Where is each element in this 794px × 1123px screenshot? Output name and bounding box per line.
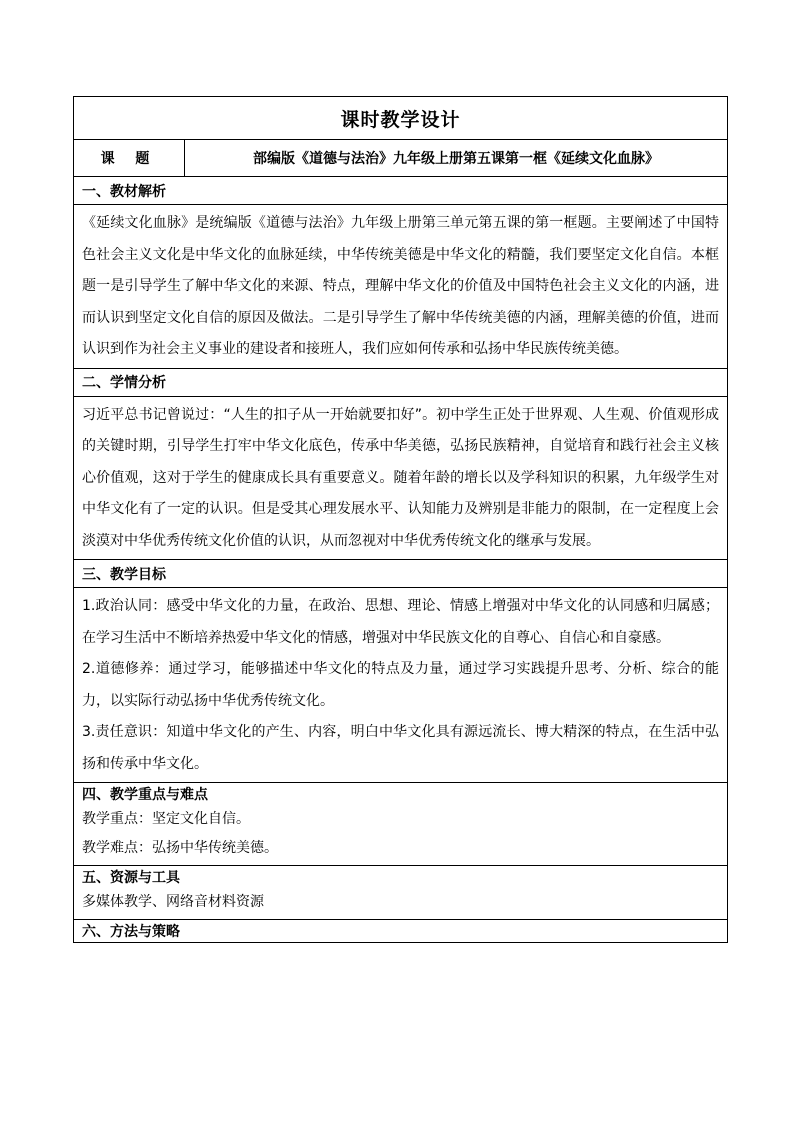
- section-resources: [74, 866, 727, 920]
- section-heading: 二、学情分析: [74, 369, 727, 397]
- objective-responsibility: 3.责任意识：知道中华文化的产生、内容，明白中华文化具有源远流长、博大精深的特点，在生活中弘扬和传承中华文化。: [82, 724, 719, 772]
- section-learner-analysis: [74, 369, 727, 561]
- section-key-points: [74, 783, 727, 866]
- section-body: [74, 205, 727, 368]
- section-teaching-objectives: [74, 560, 727, 783]
- objective-political-identity: 1.政治认同：感受中华文化的力量，在政治、思想、理论、情感上增强对中华文化的认同感和归属感；在学习生活中不断培养热爱中华文化的情感，增强对中华民族文化的自尊心、自信心和自豪感。: [82, 598, 719, 646]
- difficult-point: 教学难点：弘扬中华传统美德。: [82, 840, 278, 856]
- course-value: 部编版《道德与法治》九年级上册第五课第一框《延续文化血脉》: [253, 151, 659, 167]
- section-methods: [74, 920, 727, 942]
- section-body: [74, 397, 727, 560]
- section-heading: 五、资源与工具: [82, 870, 180, 886]
- section-heading: 四、教学重点与难点: [82, 787, 208, 803]
- course-label: 课 题: [74, 140, 185, 176]
- section-heading: 六、方法与策略: [82, 924, 180, 940]
- lesson-plan-table: [73, 96, 728, 943]
- section-heading: 一、教材解析: [74, 177, 727, 205]
- objective-moral-cultivation: 2.道德修养：通过学习，能够描述中华文化的特点及力量，通过学习实践提升思考、分析、综合的能力，以实际行动弘扬中华优秀传统文化。: [82, 661, 719, 709]
- section-heading: 三、教学目标: [74, 560, 727, 588]
- section-textbook-analysis: [74, 177, 727, 369]
- key-point: 教学重点：坚定文化自信。: [82, 811, 250, 827]
- section-body: [74, 588, 727, 782]
- section-body: [74, 805, 727, 865]
- section-body: [74, 888, 727, 919]
- paragraph: 习近平总书记曾说过：“人生的扣子从一开始就要扣好”。初中学生正处于世界观、人生观、价值观形成的关键时期，引导学生打牢中华文化底色，传承中华美德，弘扬民族精神，自觉培育和践行社会主义核心价值观，这对于学生的健康成长具有重要意义。随着年龄的增长以及学科知识的积累，九年级学生对中华文化有了一定的认识。但是受其心理发展水平、认知能力及辨别是非能力的限制，在一定程度上会淡漠对中华优秀传统文化价值的认识，从而忽视对中华优秀传统文化的继承与发展。: [82, 406, 719, 549]
- paragraph: 《延续文化血脉》是统编版《道德与法治》九年级上册第三单元第五课的第一框题。主要阐述了中国特色社会主义文化是中华文化的血脉延续，中华传统美德是中华文化的精髓，我们要坚定文化自信。本框题一是引导学生了解中华文化的来源、特点，理解中华文化的价值及中国特色社会主义文化的内涵，进而认识到坚定文化自信的原因及做法。二是引导学生了解中华传统美德的内涵，理解美德的价值，进而认识到作为社会主义事业的建设者和接班人，我们应如何传承和弘扬中华民族传统美德。: [82, 215, 719, 357]
- course-row: [74, 140, 727, 177]
- paragraph: 多媒体教学、网络音材料资源: [82, 894, 264, 910]
- document-title: 课时教学设计: [74, 97, 727, 140]
